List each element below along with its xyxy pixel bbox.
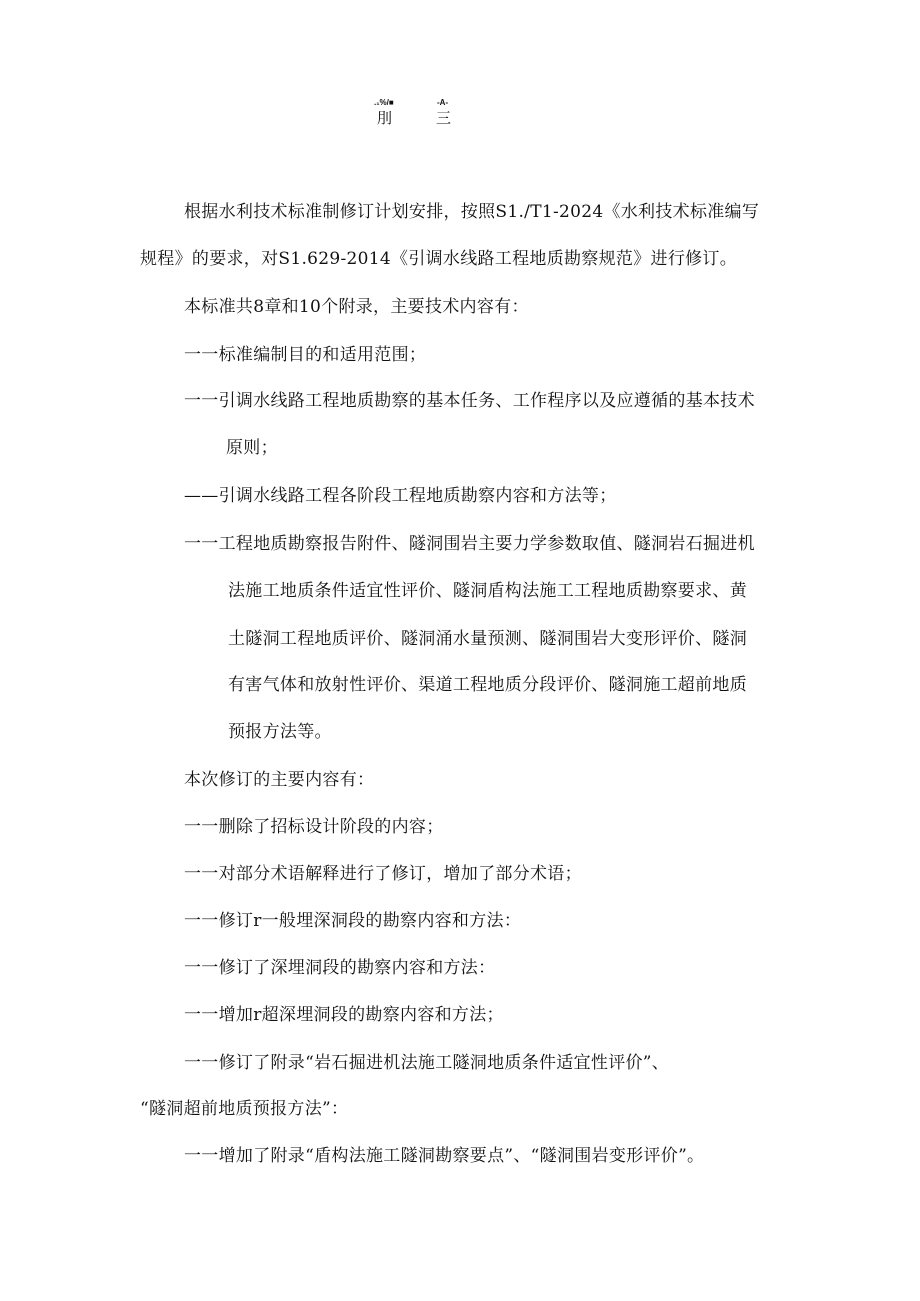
header-right-mark: -A- xyxy=(437,98,449,107)
revision-item: 一一增加r超深埋洞段的勘察内容和方法； xyxy=(184,1005,504,1025)
revision-item: 一一增加了附录“盾构法施工隧洞勘察要点”、“隧洞围岩变形评价”。 xyxy=(184,1146,705,1166)
revision-item: 一一修订了附录“岩石掘进机法施工隧洞地质条件适宜性评价”、 xyxy=(184,1053,670,1073)
header-left-mark: .₁%/■ xyxy=(374,98,394,107)
revision-intro: 本次修订的主要内容有： xyxy=(184,770,375,790)
revision-item-continuation: “隧洞超前地质预报方法”： xyxy=(140,1099,349,1119)
scope-item-continuation: 土隧洞工程地质评价、隧洞涌水量预测、隧洞围岩大变形评价、隧洞 xyxy=(228,629,747,649)
scope-item-continuation: 原则； xyxy=(226,438,278,458)
scope-intro: 本标准共8章和10个附录，主要技术内容有： xyxy=(184,297,529,317)
header-left-char: 刖 xyxy=(377,109,393,127)
revision-item: 一一删除了招标设计阶段的内容； xyxy=(184,817,444,837)
header-right-char: 三 xyxy=(436,109,452,127)
scope-item: 一一引调水线路工程地质勘察的基本任务、工作程序以及应遵循的基本技术 xyxy=(184,391,755,411)
scope-item: 一一工程地质勘察报告附件、隧洞围岩主要力学参数取值、隧洞岩石掘进机 xyxy=(184,534,755,554)
scope-item-continuation: 有害气体和放射性评价、渠道工程地质分段评价、隧洞施工超前地质 xyxy=(228,675,747,695)
scope-item: 一一标准编制目的和适用范围； xyxy=(184,345,427,365)
revision-item: 一一修订r一般埋深洞段的勘察内容和方法： xyxy=(184,911,522,931)
revision-item: 一一修订了深埋洞段的勘察内容和方法： xyxy=(184,958,496,978)
intro-line-2: 规程》的要求，对S1.629-2014《引调水线路工程地质勘察规范》进行修订。 xyxy=(140,249,738,269)
revision-item: 一一对部分术语解释进行了修订，增加了部分术语； xyxy=(184,864,582,884)
scope-item-continuation: 预报方法等。 xyxy=(228,722,332,742)
intro-line-1: 根据水利技术标准制修订计划安排，按照S1./T1-2024《水利技术标准编写 xyxy=(184,202,760,222)
scope-item-continuation: 法施工地质条件适宜性评价、隧洞盾构法施工工程地质勘察要求、黄 xyxy=(228,581,747,601)
scope-item: ——引调水线路工程各阶段工程地质勘察内容和方法等； xyxy=(184,486,617,506)
